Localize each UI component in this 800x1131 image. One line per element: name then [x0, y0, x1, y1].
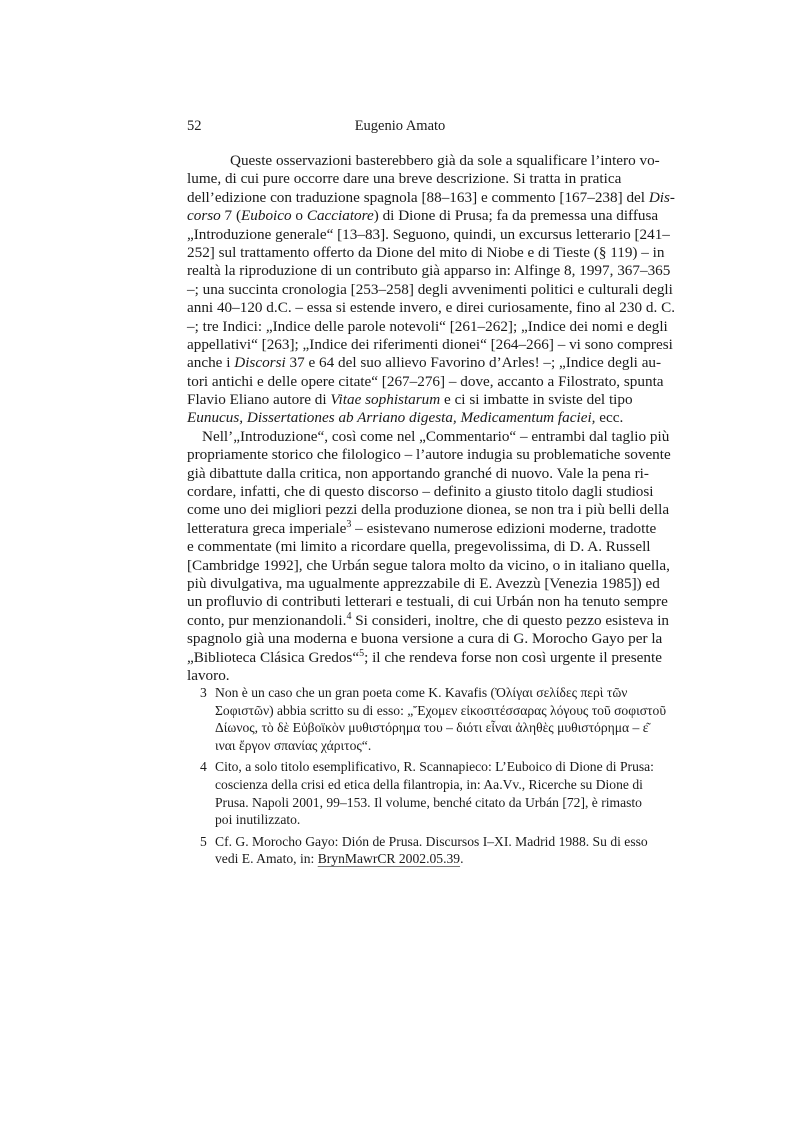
- footnote-line: Cito, a solo titolo esemplificativo, R. Scannapieco: L’Euboico di Dione di Prusa:: [215, 759, 654, 775]
- footnote-number: 3: [200, 685, 207, 700]
- italic-title: Euboico: [241, 207, 292, 225]
- text-line: [187, 518, 657, 538]
- footnote-line: [215, 850, 613, 868]
- footnote-ref-4[interactable]: 4: [346, 610, 352, 622]
- text-line: più divulgativa, ma ugualmente apprezzabile di E. Avezzù [Venezia 1985]) ed: [187, 574, 660, 592]
- text-segment: o: [291, 207, 307, 225]
- text-line: appellativi“ [263]; „Indice dei riferimenti dionei“ [264–266] – vi sono compresi: [187, 335, 673, 353]
- paragraph-2: [187, 427, 671, 685]
- text-segment: ecc.: [595, 409, 624, 427]
- text-line: [Cambridge 1992], che Urbán segue talora molto da vicino, o in italiano quella,: [187, 556, 670, 574]
- text-line: Nell’„Introduzione“, così come nel „Commentario“ – entrambi dal taglio più: [202, 427, 670, 445]
- footnote-ref-3[interactable]: 3: [346, 518, 352, 530]
- footnote-number: 4: [200, 759, 207, 775]
- text-segment: .: [460, 851, 464, 867]
- text-line: [187, 207, 659, 225]
- text-line: già dibattute dalla critica, non apportando granché di nuovo. Vale la pena ri-: [187, 464, 649, 482]
- footnote-line: Prusa. Napoli 2001, 99–153. Il volume, benché citato da Urbán [72], è rimasto: [215, 794, 642, 810]
- bmcr-review-link[interactable]: BrynMawrCR 2002.05.39: [317, 851, 461, 867]
- paragraph-1: [187, 152, 676, 428]
- footnote-line: Δίωνος, τὸ δὲ Εὐβοϊκὸν μυθιστόρημα του – διότι εἶναι ἀληθὲς μυθιστόρημα – ε͂: [215, 720, 649, 736]
- text-line: [187, 354, 662, 372]
- footnote-line: Cf. G. Morocho Gayo: Dión de Prusa. Discursos I–XI. Madrid 1988. Su di esso: [215, 833, 648, 849]
- footnote-line: Σοφιστῶν) abbia scritto su di esso: „Ἔχομεν εἰκοσιτέσσαρας λόγους τοῦ σοφιστοῦ: [215, 702, 667, 718]
- text-segment: 37 e 64 del suo allievo Favorino d’Arles! –; „Indice degli au-: [285, 354, 662, 372]
- footnote-5: [187, 833, 648, 868]
- footnote-line: coscienza della crisi ed etica della filantropia, in: Aa.Vv., Ricerche su Dione di: [215, 776, 643, 792]
- footnote-ref-5[interactable]: 5: [359, 647, 365, 659]
- text-line: tori antichi e delle opere citate“ [267–276] – dove, accanto a Filostrato, spunta: [187, 372, 664, 390]
- body-text: [187, 152, 676, 685]
- text-segment: conto, pur menzionandoli.: [187, 611, 347, 629]
- footnote-3: [187, 684, 667, 754]
- footnotes: [187, 684, 667, 872]
- text-line: lume, di cui pure occorre dare una breve descrizione. Si tratta in pratica: [187, 170, 622, 188]
- text-line: propriamente storico che filologico – l’autore indugia su problematiche sovente: [187, 446, 671, 464]
- text-line: –; tre Indici: „Indice delle parole notevoli“ [261–262]; „Indice dei nomi e degli: [187, 317, 668, 335]
- text-segment: anche i: [187, 354, 235, 372]
- text-line: [187, 391, 633, 409]
- italic-title: Dis-: [648, 188, 675, 206]
- footnote-4: [187, 758, 654, 828]
- text-line: spagnolo già una moderna e buona versione a cura di G. Morocho Gayo per la: [187, 630, 663, 648]
- text-segment: letteratura greca imperiale: [187, 519, 347, 537]
- text-segment: 7 (: [220, 207, 241, 225]
- italic-title: Cacciatore: [306, 207, 374, 225]
- text-line: come uno dei migliori pezzi della produzione dionea, se non tra i più belli della: [187, 501, 670, 519]
- text-segment: dell’edizione con traduzione spagnola [88–163] e commento [167–238] del: [187, 188, 649, 206]
- page-number: 52: [187, 118, 202, 134]
- footnote-line: Non è un caso che un gran poeta come K. Kavafis (Ὀλίγαι σελίδες περὶ τῶν: [215, 685, 628, 700]
- page-header: [187, 118, 613, 136]
- text-line: realtà la riproduzione di un contributo già apparso in: Alfinge 8, 1997, 367–365: [187, 262, 671, 280]
- text-line: cordare, infatti, che di questo discorso – definito a giusto titolo dagli studiosi: [187, 483, 654, 501]
- text-segment: – esistevano numerose edizioni moderne, tradotte: [351, 519, 657, 537]
- text-segment: Flavio Eliano autore di: [187, 391, 331, 409]
- text-line: –; una succinta cronologia [253–258] degli avvenimenti politici e culturali degli: [187, 280, 673, 298]
- running-head-author: Eugenio Amato: [354, 118, 446, 134]
- italic-title: corso: [187, 207, 221, 225]
- text-line: e commentate (mi limito a ricordare quella, pregevolissima, di D. A. Russell: [187, 538, 651, 556]
- text-line: [187, 409, 624, 427]
- text-line: 252] sul trattamento offerto da Dione del mito di Niobe e di Tieste (§ 119) – in: [187, 243, 665, 261]
- footnote-line: poi inutilizzato.: [215, 812, 301, 828]
- text-line: „Introduzione generale“ [13–83]. Seguono, quindi, un excursus letterario [241–: [187, 225, 670, 243]
- text-segment: vedi E. Amato, in:: [215, 851, 318, 867]
- text-line: anni 40–120 d.C. – essa si estende invero, e direi curiosamente, fino al 230 d. C.: [187, 299, 676, 317]
- italic-title: Vitae sophistarum: [330, 391, 441, 409]
- footnote-line: ιναι ἔργον σπανίας χάριτος“.: [215, 737, 372, 753]
- text-line: un profluvio di contributi letterari e testuali, di cui Urbán non ha tenuto sempre: [187, 593, 668, 611]
- text-segment: „Biblioteca Clásica Gredos“: [187, 648, 360, 666]
- text-segment: Si consideri, inoltre, che di questo pezzo esisteva in: [351, 611, 670, 629]
- italic-title: Discorsi: [234, 354, 286, 372]
- footnote-number: 5: [200, 833, 207, 849]
- text-segment: e ci si imbatte in sviste del tipo: [440, 391, 633, 409]
- text-line: [187, 610, 670, 630]
- italic-title: Eunucus, Dissertationes ab Arriano digesta, Medicamentum faciei,: [187, 409, 596, 427]
- text-segment: ) di Dione di Prusa; fa da premessa una diffusa: [373, 207, 659, 225]
- text-segment: ; il che rendeva forse non così urgente il presente: [364, 648, 662, 666]
- text-line: [187, 647, 662, 667]
- text-line: Queste osservazioni basterebbero già da sole a squalificare l’intero vo-: [230, 152, 660, 169]
- text-line: lavoro.: [187, 666, 230, 684]
- text-line: [187, 188, 675, 207]
